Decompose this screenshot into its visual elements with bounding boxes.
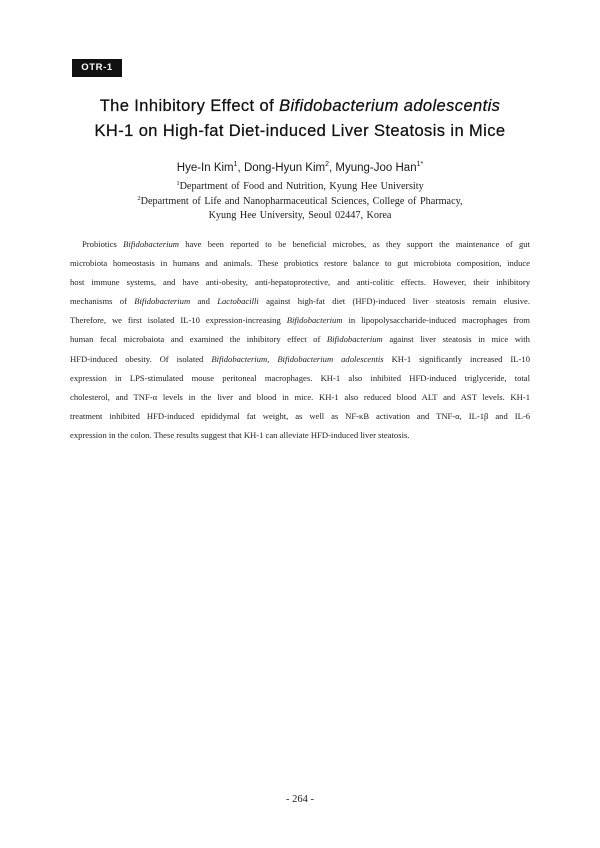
title-text: The Inhibitory Effect of	[99, 97, 280, 115]
abstract-text: host immune systems, and have anti-obesity, anti-hepatoprotective, and anti-colitic effects. However, their inhibitory	[70, 277, 530, 288]
abstract-text: KH-1 significantly increased IL-10	[383, 353, 531, 364]
affiliation-2	[0, 195, 600, 209]
abstract-text: treatment inhibited HFD-induced epididymal fat weight, as well as NF-κB activation and TNF-α, IL-1β and IL-6	[70, 410, 530, 421]
affiliation-1	[0, 180, 600, 194]
abstract-line	[70, 350, 530, 369]
abstract-text: against high-fat diet (HFD)-induced liver steatosis remain elusive.	[258, 296, 530, 307]
abstract-text: expression in LPS-stimulated mouse peritoneal macrophages. KH-1 also inhibited HFD-induced triglyceride, total	[70, 372, 530, 383]
title-species-name: Bifidobacterium adolescentis	[279, 97, 501, 115]
abstract-body	[70, 235, 530, 445]
abstract-text: microbiota homeostasis in humans and animals. These probiotics restore balance to gut microbiota composition, induce	[70, 258, 530, 269]
author-name: Dong-Hyun Kim	[243, 162, 326, 174]
author-separator: ,	[329, 162, 336, 174]
abstract-text: against liver steatosis in mice with	[382, 334, 530, 345]
author-affiliation-mark: 1	[233, 161, 238, 168]
abstract-text: cholesterol, and TNF-α levels in the liver and blood in mice. KH-1 also reduced blood ALT and AST levels. KH-1	[70, 391, 530, 402]
species-name: Lactobacilli	[217, 296, 259, 307]
abstract-line	[70, 273, 530, 292]
abstract-text: Therefore, we first isolated IL-10 expression-increasing	[70, 315, 287, 326]
species-name: Bifidobacterium	[211, 353, 268, 364]
abstract-text: human fecal microbaiota and examined the inhibitory effect of	[70, 334, 327, 345]
affiliation-text: Kyung Hee University, Seoul 02447, Korea	[208, 210, 392, 221]
page-number: - 264 -	[286, 794, 314, 805]
affiliation-text: Department of Food and Nutrition, Kyung Hee University	[179, 181, 424, 192]
abstract-line	[70, 407, 530, 426]
author-affiliation-mark: 2	[325, 161, 330, 168]
abstract-text: ,	[267, 353, 278, 364]
abstract-text: in lipopolysaccharide-induced macrophages from	[342, 315, 530, 326]
species-name: Bifidobacterium	[326, 334, 383, 345]
abstract-line	[70, 311, 530, 330]
abstract-line	[70, 388, 530, 407]
species-name: Bifidobacterium	[134, 296, 191, 307]
abstract-text: expression in the colon. These results suggest that KH-1 can alleviate HFD-induced liver steatosis.	[70, 429, 410, 440]
author-name: Myung-Joo Han	[335, 162, 417, 174]
abstract-text: and	[190, 296, 218, 307]
session-code-badge: OTR-1	[72, 59, 122, 77]
abstract-line	[70, 369, 530, 388]
abstract-line	[70, 292, 530, 311]
affiliation-mark: 2	[137, 195, 141, 202]
author-separator: ,	[237, 162, 244, 174]
species-name: Bifidobacterium	[286, 315, 343, 326]
paper-title-line-2: KH-1 on High-fat Diet-induced Liver Steatosis in Mice	[94, 122, 506, 140]
abstract-text: have been reported to be beneficial microbes, as they support the maintenance of gut	[178, 239, 530, 249]
author-list	[0, 160, 600, 176]
author-affiliation-mark: 1*	[416, 161, 424, 168]
affiliation-2-continued	[0, 209, 600, 223]
abstract-line	[70, 235, 530, 254]
species-name: Bifidobacterium adolescentis	[277, 353, 384, 364]
species-name: Bifidobacterium	[123, 239, 179, 249]
abstract-text: HFD-induced obesity. Of isolated	[70, 353, 212, 364]
abstract-line	[70, 330, 530, 349]
paper-title-line-1	[0, 96, 600, 116]
affiliation-mark: 1	[176, 180, 180, 187]
abstract-line	[70, 254, 530, 273]
abstract-text: mechanisms of	[70, 296, 135, 307]
author-name: Hye-In Kim	[176, 162, 234, 174]
abstract-text: Probiotics	[82, 239, 124, 249]
abstract-line	[70, 426, 530, 445]
affiliation-text: Department of Life and Nanopharmaceutical Sciences, College of Pharmacy,	[140, 196, 463, 207]
